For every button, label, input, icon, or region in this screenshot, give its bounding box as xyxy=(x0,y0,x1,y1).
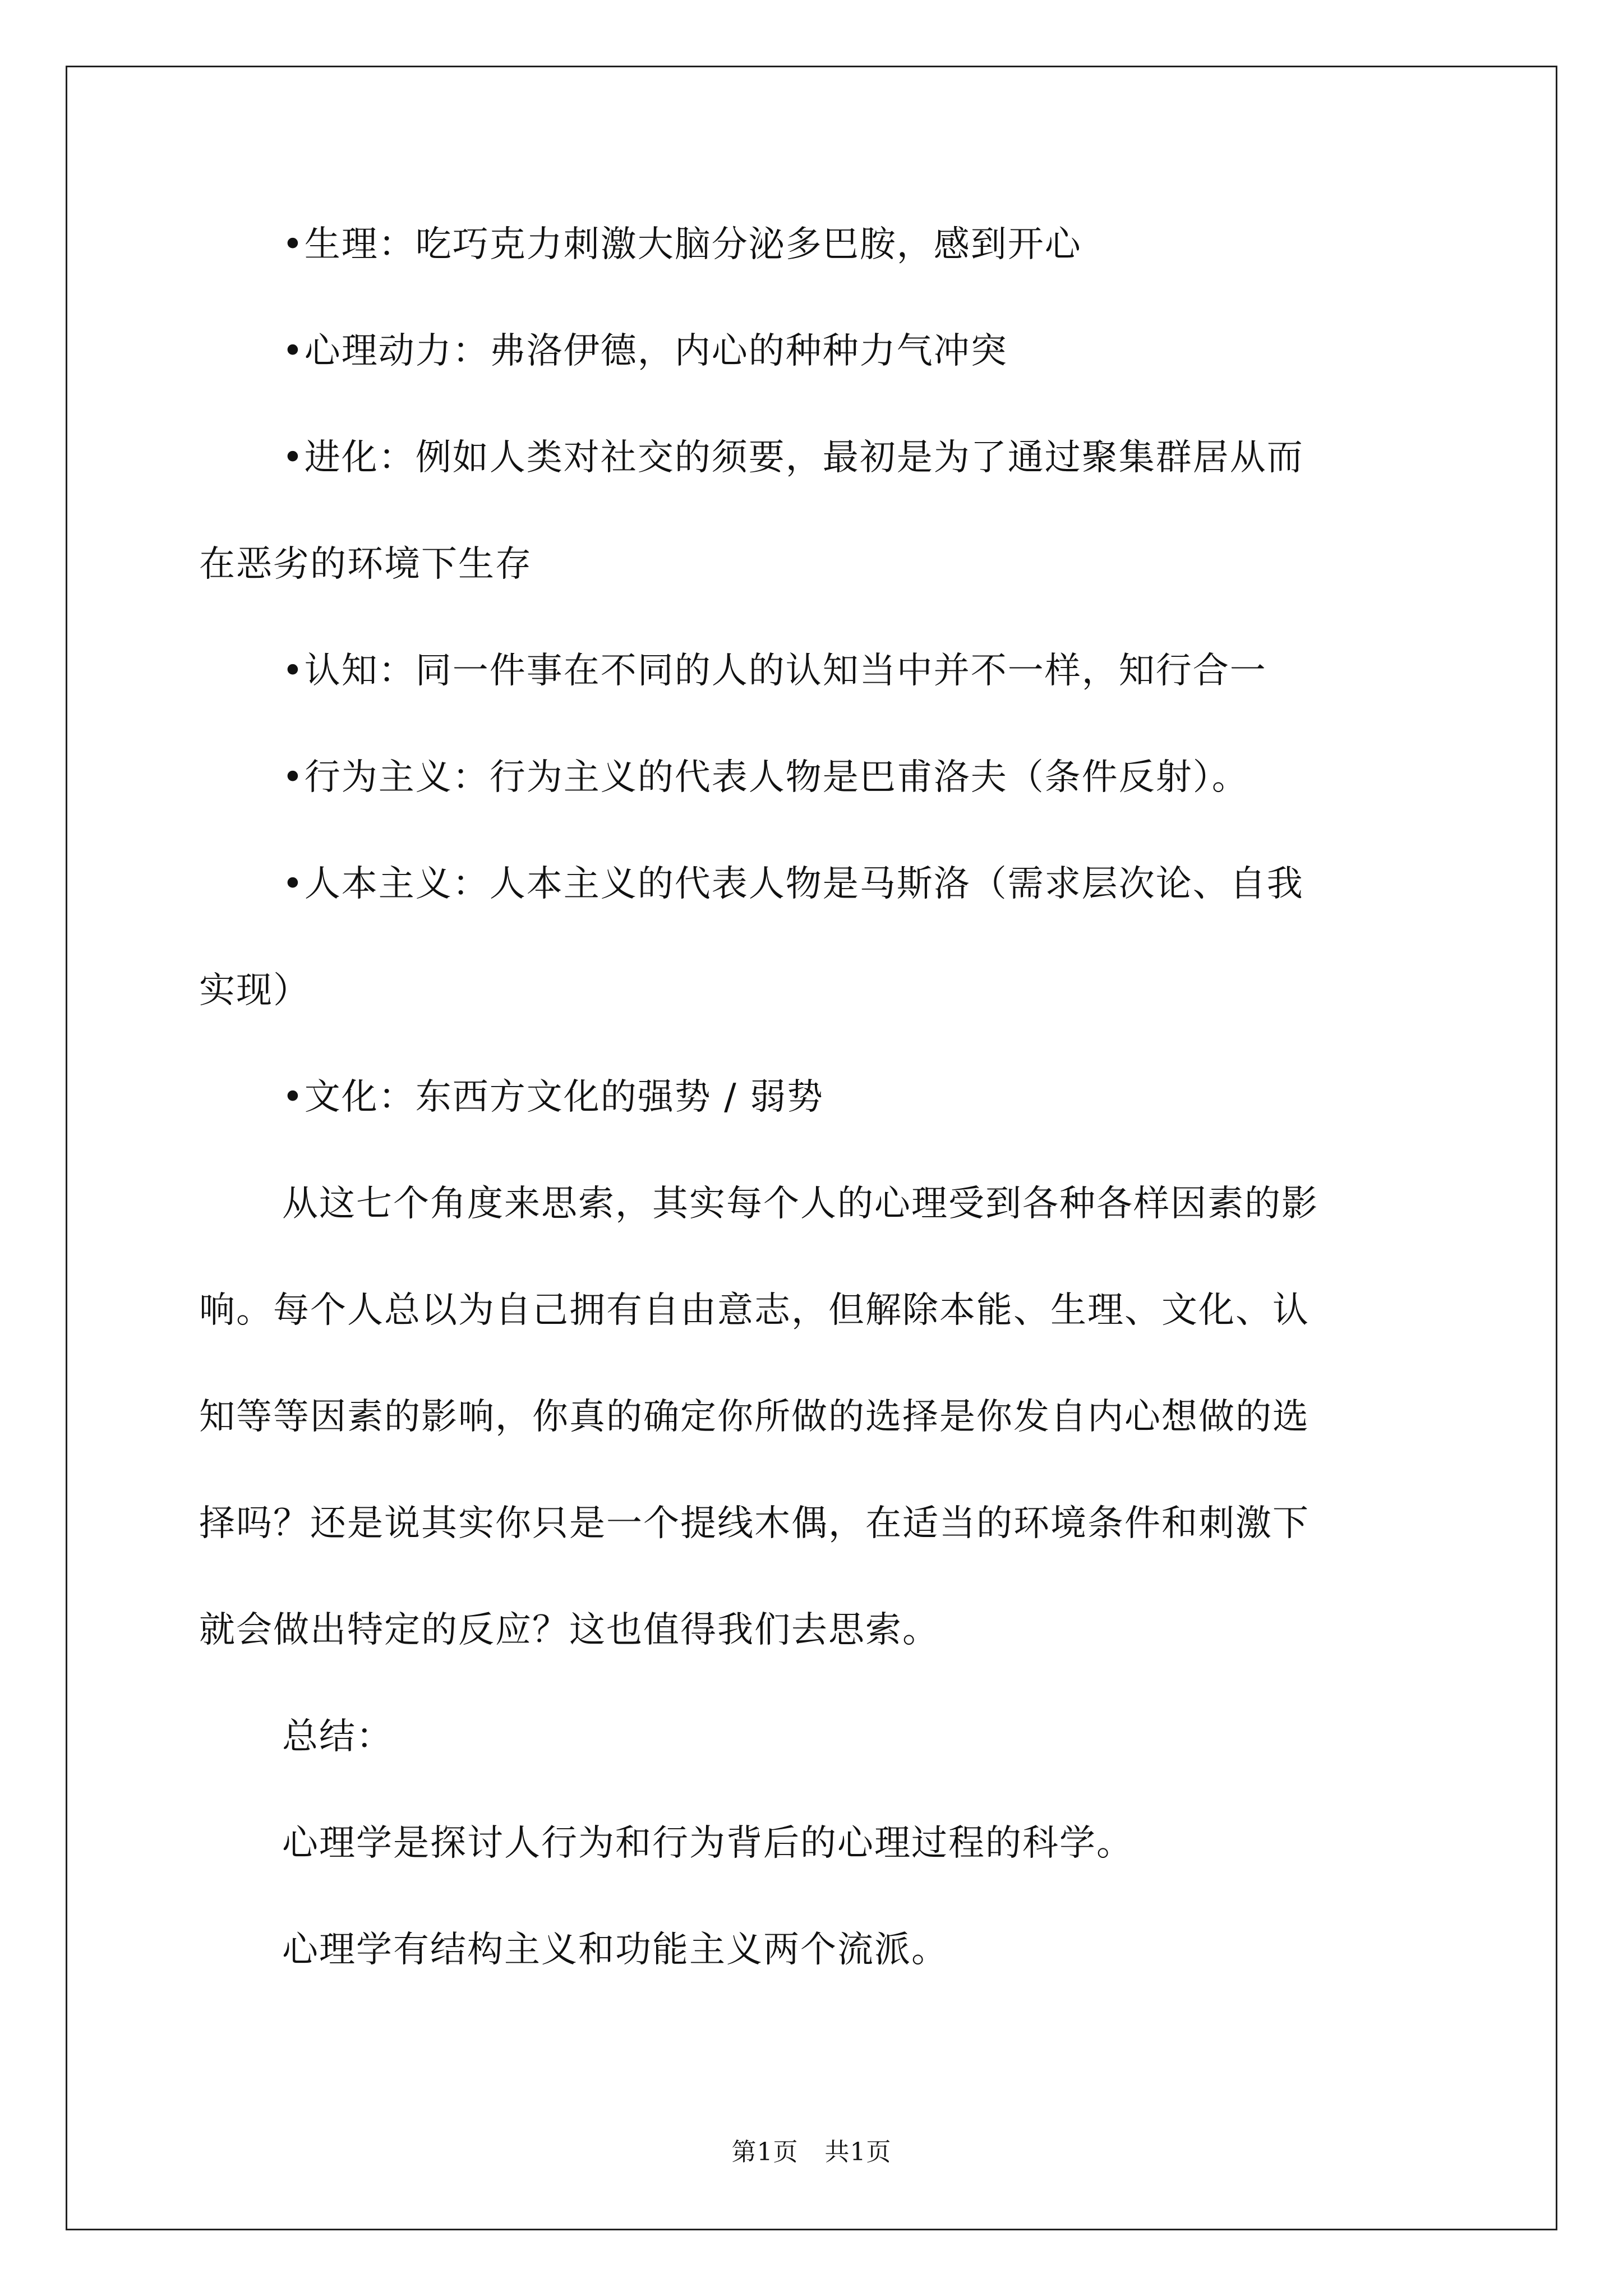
bullet-behaviorism: •行为主义：行为主义的代表人物是巴甫洛夫（条件反射）。 xyxy=(282,757,1249,798)
summary-schools: 心理学有结构主义和功能主义两个流派。 xyxy=(282,1929,948,1971)
bullet-culture: •文化：东西方文化的强势 / 弱势 xyxy=(282,1076,824,1118)
reflection-line-4: 择吗？还是说其实你只是一个提线木偶，在适当的环境条件和刺激下 xyxy=(199,1503,1310,1544)
bullet-psychodynamic: •心理动力：弗洛伊德，内心的种种力气冲突 xyxy=(282,330,1008,372)
summary-definition: 心理学是探讨人行为和行为背后的心理过程的科学。 xyxy=(282,1823,1133,1864)
reflection-line-1: 从这七个角度来思索，其实每个人的心理受到各种各样因素的影 xyxy=(282,1183,1318,1225)
reflection-line-5: 就会做出特定的反应？这也值得我们去思索。 xyxy=(199,1609,939,1651)
bullet-evolution-line-1: •进化：例如人类对社交的须要，最初是为了通过聚集群居从而 xyxy=(282,437,1304,478)
page-border xyxy=(66,66,1557,2230)
page-number: 第1页 xyxy=(731,2138,799,2166)
reflection-line-3: 知等等因素的影响，你真的确定你所做的选择是你发自内心想做的选 xyxy=(199,1396,1310,1438)
page-total: 共1页 xyxy=(824,2138,892,2166)
bullet-humanism-line-2: 实现） xyxy=(199,970,310,1011)
bullet-physiology: •生理：吃巧克力刺激大脑分泌多巴胺，感到开心 xyxy=(282,224,1082,265)
page-footer xyxy=(0,2132,1623,2168)
bullet-evolution-line-2: 在恶劣的环境下生存 xyxy=(199,544,532,585)
bullet-cognition: •认知：同一件事在不同的人的认知当中并不一样，知行合一 xyxy=(282,650,1267,692)
summary-heading: 总结： xyxy=(282,1716,393,1757)
reflection-line-2: 响。每个人总以为自己拥有自由意志，但解除本能、生理、文化、认 xyxy=(199,1290,1310,1331)
bullet-humanism-line-1: •人本主义：人本主义的代表人物是马斯洛（需求层次论、自我 xyxy=(282,863,1304,905)
